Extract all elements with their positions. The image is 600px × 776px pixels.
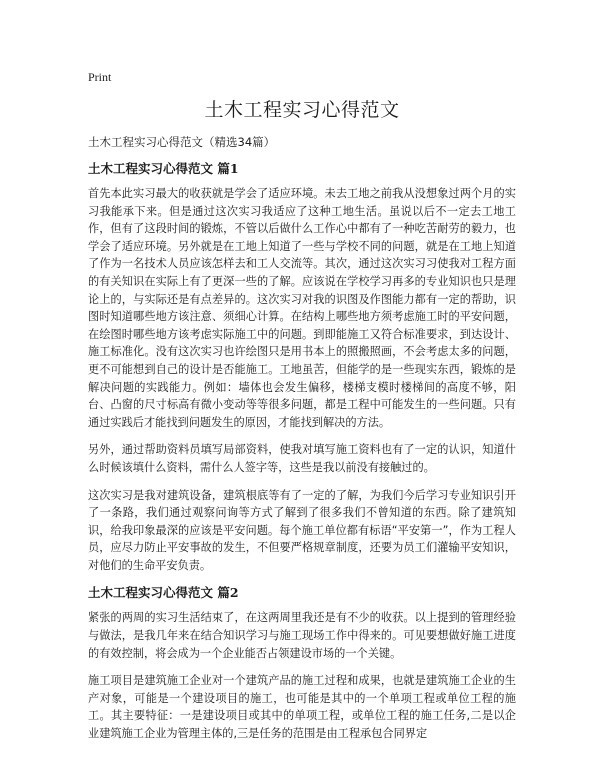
section-2 bbox=[88, 584, 516, 742]
section-1 bbox=[88, 160, 516, 574]
paragraph: 这次实习是我对建筑设备，建筑根底等有了一定的了解，为我们今后学习专业知识引开了一条路，我们通过观察问询等方式了解到了很多我们不曾知道的东西。除了建筑知识，给我印象最深的应该是平安问题。每个施工单位都有标语“平安第一”，作为工程人员，应尽力防止平安事故的发生，不但要严格规章制度，还要为员工们灌输平安知识，对他们的生命平安负责。 bbox=[88, 488, 516, 572]
document-page bbox=[88, 70, 516, 753]
section-heading: 土木工程实习心得范文 篇2 bbox=[88, 585, 239, 601]
paragraph: 另外，通过帮助资料员填写局部资料，使我对填写施工资料也有了一定的认识，知道什么时候该填什么资料，需什么人签字等，这些是我以前没有接触过的。 bbox=[88, 443, 516, 474]
document-subtitle: 土木工程实习心得范文（精选34篇） bbox=[88, 135, 276, 149]
print-link[interactable]: Print bbox=[88, 70, 112, 84]
paragraph: 紧张的两周的实习生活结束了，在这两周里我还是有不少的收获。以上提到的管理经验与做法，是我几年来在结合知识学习与施工现场工作中得来的。可见要想做好施工进度的有效控制，将会成为一个企业能否占领建设市场的一个关键。 bbox=[88, 611, 516, 660]
paragraph: 首先本此实习最大的收获就是学会了适应环境。未去工地之前我从没想象过两个月的实习我能承下来。但是通过这次实习我适应了这种工地生活。虽说以后不一定去工地工作，但有了这段时间的锻炼，不管以后做什么工作心中都有了一种吃苦耐劳的毅力，也学会了适应环境。另外就是在工地上知道了一些与学校不同的问题，就是在工地上知道了作为一名技术人员应该怎样去和工人交流等。其次，通过这次实习习使我对工程方面的有关知识在实际上有了更深一些的了解。应该说在学校学习再多的专业知识也只是理论上的，与实际还是有点差异的。这次实习对我的识图及作图能力都有一定的帮助，识图时知道哪些地方该注意、须细心计算。在结构上哪些地方须考虑施工时的平安问题，在绘图时哪些地方该考虑实际施工中的问题。到即能施工又符合标准要求，到达设计、施工标准化。没有这次实习也许绘图只是用书本上的照搬照画，不会考虑太多的问题，更不可能想到自己的设计是否能施工。工地虽苦，但能学的是一些现实东西，锻炼的是解决问题的实践能力。例如：墙体也会发生偏移，楼梯支模时楼梯间的高度不够，阳台、凸窗的尺寸标高有微小变动等等很多问题，都是工程中可能发生的一些问题。只有通过实践后才能找到问题发生的原因，才能找到解决的方法。 bbox=[88, 187, 516, 429]
section-heading: 土木工程实习心得范文 篇1 bbox=[88, 161, 239, 176]
document-title: 土木工程实习心得范文 bbox=[204, 99, 400, 121]
paragraph: 施工项目是建筑施工企业对一个建筑产品的施工过程和成果，也就是建筑施工企业的生产对象，可能是一个建设项目的施工，也可能是其中的一个单项工程或单位工程的施工。其主要特征：一是建设项目或其中的单项工程，或单位工程的施工任务,二是以企业建筑施工企业为管理主体的,三是任务的范围是由工程承包合同界定 bbox=[88, 674, 516, 741]
